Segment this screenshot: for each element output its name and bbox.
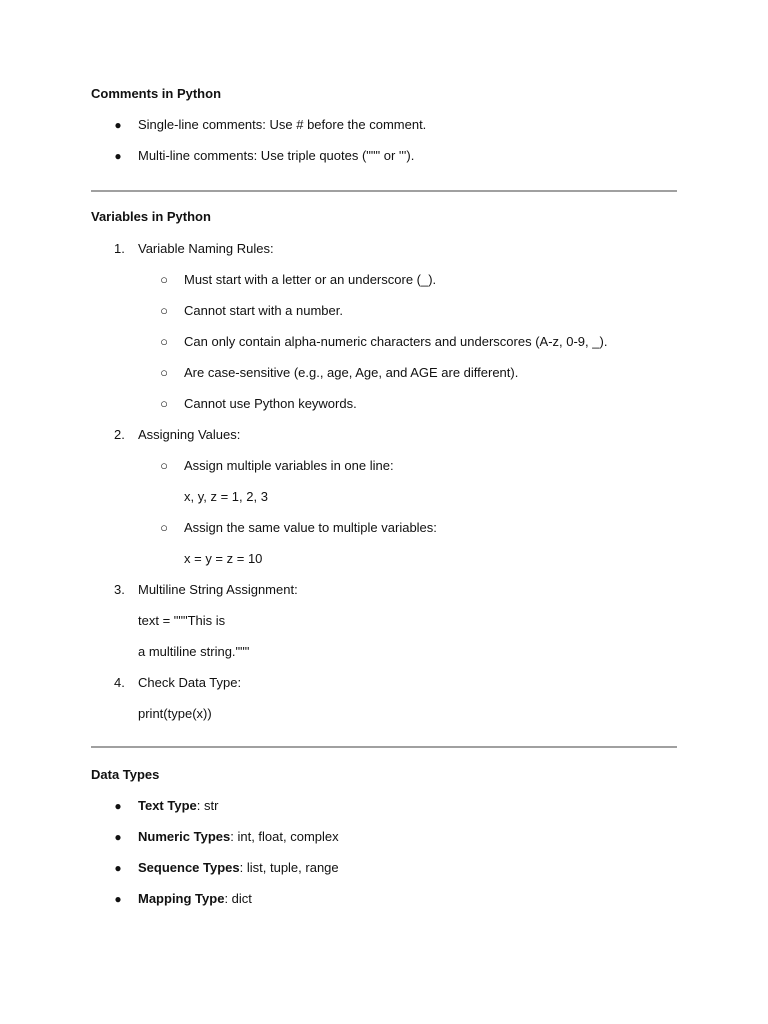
- rule-item: Can only contain alpha-numeric characters and underscores (A-z, 0-9, _).: [184, 334, 608, 349]
- datatype-item: [138, 829, 339, 845]
- comments-heading: Comments in Python: [91, 86, 222, 101]
- rule-item: Are case-sensitive (e.g., age, Age, and AGE are different).: [184, 365, 519, 380]
- horizontal-divider: [91, 190, 677, 192]
- datatype-label: Numeric Types: [138, 829, 231, 844]
- bullet-icon: ●: [114, 861, 122, 875]
- datatype-value: : list, tuple, range: [239, 860, 339, 875]
- list-item: Multi-line comments: Use triple quotes (""" or ''').: [138, 148, 415, 163]
- code-line: print(type(x)): [138, 706, 212, 721]
- list-number: 2.: [114, 427, 125, 442]
- datatype-label: Text Type: [138, 798, 197, 813]
- list-item-title: Variable Naming Rules:: [138, 241, 274, 256]
- circle-bullet-icon: ○: [160, 520, 168, 535]
- list-item-title: Multiline String Assignment:: [138, 582, 298, 597]
- list-number: 4.: [114, 675, 125, 690]
- list-number: 3.: [114, 582, 125, 597]
- code-line: x = y = z = 10: [184, 551, 263, 566]
- code-line: text = """This is: [138, 613, 226, 628]
- datatypes-heading: Data Types: [91, 767, 160, 782]
- circle-bullet-icon: ○: [160, 272, 168, 287]
- rule-item: Must start with a letter or an underscore (_).: [184, 272, 437, 287]
- datatype-item: [138, 860, 339, 876]
- datatype-item: [138, 798, 218, 814]
- circle-bullet-icon: ○: [160, 365, 168, 380]
- variables-heading: Variables in Python: [91, 209, 211, 224]
- circle-bullet-icon: ○: [160, 334, 168, 349]
- datatype-value: : dict: [224, 891, 252, 906]
- datatype-item: [138, 891, 252, 907]
- list-item: Single-line comments: Use # before the comment.: [138, 117, 427, 132]
- code-line: x, y, z = 1, 2, 3: [184, 489, 268, 504]
- assign-item: Assign the same value to multiple variables:: [184, 520, 437, 535]
- list-item-title: Check Data Type:: [138, 675, 242, 690]
- bullet-icon: ●: [114, 149, 122, 163]
- datatype-label: Mapping Type: [138, 891, 225, 906]
- circle-bullet-icon: ○: [160, 396, 168, 411]
- datatype-value: : str: [196, 798, 219, 813]
- code-line: a multiline string.""": [138, 644, 250, 659]
- rule-item: Cannot use Python keywords.: [184, 396, 357, 411]
- list-number: 1.: [114, 241, 125, 256]
- horizontal-divider: [91, 746, 677, 748]
- bullet-icon: ●: [114, 830, 122, 844]
- assign-item: Assign multiple variables in one line:: [184, 458, 394, 473]
- circle-bullet-icon: ○: [160, 303, 168, 318]
- rule-item: Cannot start with a number.: [184, 303, 343, 318]
- datatype-label: Sequence Types: [138, 860, 240, 875]
- bullet-icon: ●: [114, 892, 122, 906]
- datatype-value: : int, float, complex: [230, 829, 339, 844]
- circle-bullet-icon: ○: [160, 458, 168, 473]
- bullet-icon: ●: [114, 799, 122, 813]
- list-item-title: Assigning Values:: [138, 427, 241, 442]
- bullet-icon: ●: [114, 118, 122, 132]
